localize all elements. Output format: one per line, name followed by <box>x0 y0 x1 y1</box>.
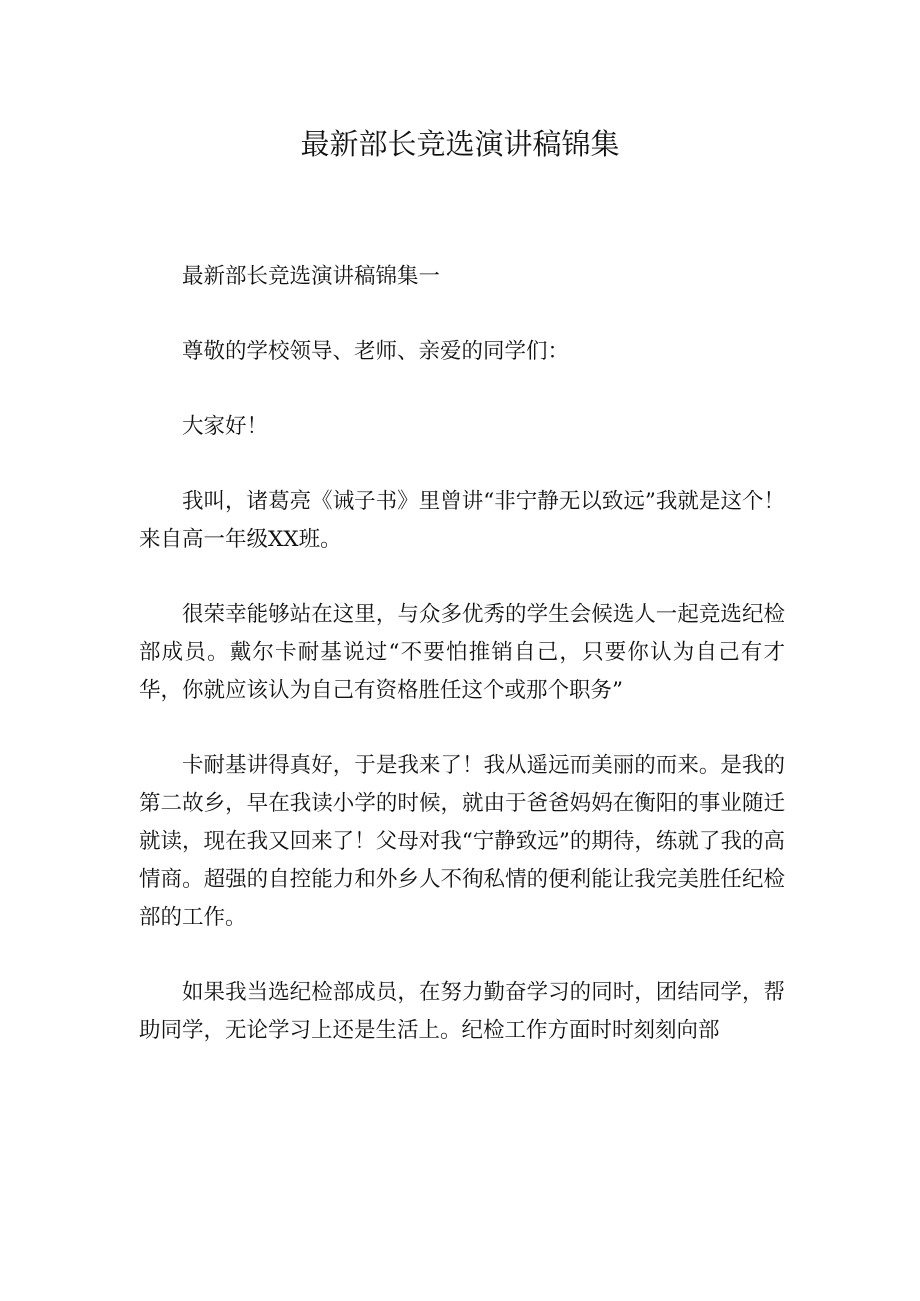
paragraph-introduction: 我叫，诸葛亮《诫子书》里曾讲“非宁静无以致远”我就是这个！来自高一年级XX班。 <box>139 489 785 552</box>
paragraph-commitment: 如果我当选纪检部成员，在努力勤奋学习的同时，团结同学，帮助同学，无论学习上还是生活上。纪检工作方面时时刻刻向部 <box>139 980 785 1043</box>
document-body <box>139 258 785 1087</box>
paragraph-background: 卡耐基讲得真好，于是我来了！我从遥远而美丽的而来。是我的第二故乡，早在我读小学的时候，就由于爸爸妈妈在衡阳的事业随迁就读，现在我又回来了！父母对我“宁静致远”的期待，练就了我的高情商。超强的自控能力和外乡人不徇私情的便利能让我完美胜任纪检部的工作。 <box>139 753 785 930</box>
paragraph-salutation: 尊敬的学校领导、老师、亲爱的同学们： <box>182 339 570 364</box>
paragraph-candidacy: 很荣幸能够站在这里，与众多优秀的学生会候选人一起竞选纪检部成员。戴尔卡耐基说过“不要怕推销自己，只要你认为自己有才华，你就应该认为自己有资格胜任这个或那个职务” <box>139 602 785 703</box>
paragraph-greeting: 大家好！ <box>182 414 269 439</box>
document-title: 最新部长竞选演讲稿锦集 <box>300 127 620 161</box>
paragraph-section-heading: 最新部长竞选演讲稿锦集一 <box>182 264 441 289</box>
